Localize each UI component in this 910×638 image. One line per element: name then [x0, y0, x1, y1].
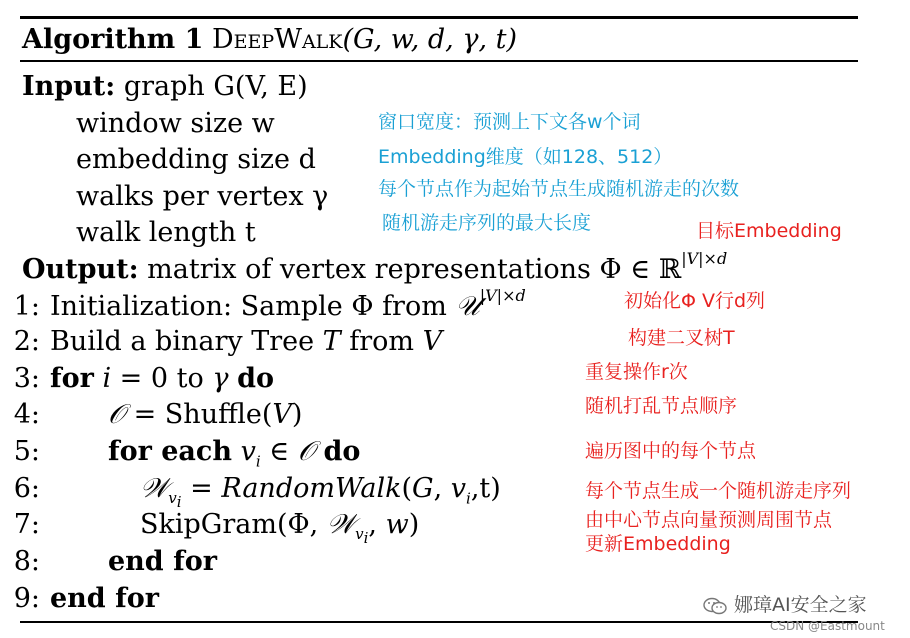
step-number: 8:	[13, 546, 40, 577]
step-number: 1:	[13, 291, 40, 322]
note-embedding: Embedding维度（如128、512）	[378, 146, 673, 168]
param-embedding: embedding size d	[76, 144, 316, 175]
note-step-7: 由中心节点向量预测周围节点	[585, 509, 833, 531]
note-step-5: 遍历图中的每个节点	[585, 440, 757, 462]
note-output: 目标Embedding	[696, 220, 842, 242]
note-step-1: 初始化Φ V行d列	[624, 290, 766, 312]
input-text: graph G(V, E)	[123, 71, 308, 102]
step-9: 9: end for	[0, 585, 159, 612]
note-step-2: 构建二叉树T	[628, 327, 735, 349]
step-6: 6: 𝒲$_{v_i}$ = RandomWalk(G, $v_i,t$)	[0, 475, 501, 510]
output-line	[22, 249, 728, 285]
note-walk-length: 随机游走序列的最大长度	[382, 212, 592, 234]
step-7: 7: SkipGram(Φ, 𝒲$_{v_i}$, w)	[0, 511, 419, 546]
step-number: 4:	[13, 399, 40, 430]
algorithm-name: DeepWalk	[212, 24, 343, 55]
param-walks: walks per vertex γ	[76, 181, 329, 212]
note-step-7b: 更新Embedding	[585, 533, 731, 555]
step-number: 9:	[13, 583, 40, 614]
note-walks: 每个节点作为起始节点生成随机游走的次数	[378, 178, 740, 200]
watermark	[702, 590, 867, 617]
step-2: 2: Build a binary Tree T from V	[0, 328, 442, 355]
watermark-text: 娜璋AI安全之家	[734, 594, 867, 616]
input-keyword: Input:	[22, 71, 116, 102]
step-number: 5:	[13, 436, 40, 467]
wechat-icon	[702, 596, 728, 616]
algorithm-label: Algorithm 1	[22, 24, 204, 55]
step-number: 6:	[13, 473, 40, 504]
note-step-3: 重复操作r次	[585, 361, 688, 383]
note-window: 窗口宽度：预测上下文各w个词	[378, 111, 641, 133]
csdn-watermark: CSDN @Eastmount	[770, 619, 885, 633]
algorithm-params: (G, w, d, γ, t)	[342, 24, 518, 55]
param-window: window size w	[76, 108, 275, 139]
algorithm-header	[22, 26, 517, 53]
step-5: 5: for each $v_i$ ∈ 𝒪 do	[0, 438, 360, 469]
note-step-6: 每个节点生成一个随机游走序列	[585, 480, 852, 502]
step-8: 8: end for	[0, 548, 217, 575]
step-number: 2:	[13, 326, 40, 357]
step-1: 1: Initialization: Sample Φ from 𝒰$^{|V|\times d}$	[0, 292, 526, 320]
step-4: 4: 𝒪 = Shuffle(V)	[0, 401, 302, 428]
top-rule	[20, 16, 858, 19]
note-step-4: 随机打乱节点顺序	[585, 395, 738, 417]
header-rule	[20, 60, 858, 62]
input-line	[22, 73, 308, 100]
param-walk-length: walk length t	[76, 217, 256, 248]
output-keyword: Output:	[22, 254, 139, 285]
bottom-rule	[20, 621, 858, 623]
step-number: 7:	[13, 509, 40, 540]
step-number: 3:	[13, 363, 40, 394]
step-3: 3: for i = 0 to γ do	[0, 365, 274, 392]
output-text: matrix of vertex representations Φ ∈ ℝ	[147, 254, 682, 285]
output-sup: |V|×d	[681, 249, 728, 268]
